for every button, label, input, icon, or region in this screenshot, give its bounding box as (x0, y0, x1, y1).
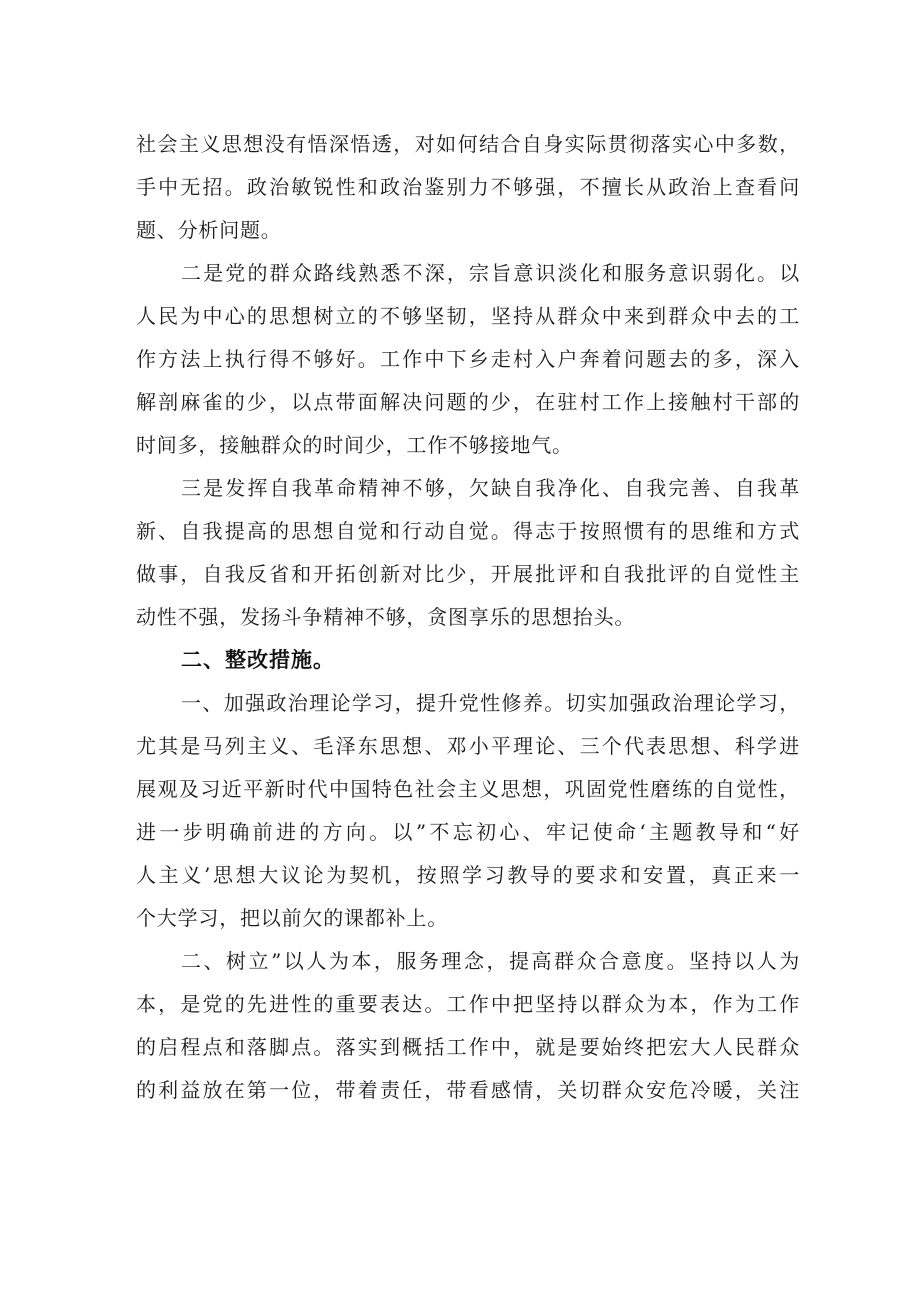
paragraph-line: 做事，自我反省和开拓创新对比少，开展批评和自我批评的自觉性主 (136, 562, 800, 586)
paragraph-line: 手中无招。政治敏锐性和政治鉴别力不够强，不擅长从政治上查看问 (136, 175, 800, 199)
paragraph-line: 个大学习，把以前欠的课都补上。 (136, 906, 448, 930)
paragraph-line: 社会主义思想没有悟深悟透，对如何结合自身实际贯彻落实心中多数， (136, 132, 800, 156)
paragraph-line: 的启程点和落脚点。落实到概括工作中，就是要始终把宏大人民群众 (136, 1035, 800, 1059)
paragraph-line: 解剖麻雀的少，以点带面解决问题的少，在驻村工作上接触村干部的 (136, 390, 800, 414)
paragraph-line: 尤其是马列主义、毛泽东思想、邓小平理论、三个代表思想、科学进 (136, 734, 800, 758)
paragraph-line: 人主义’思想大议论为契机，按照学习教导的要求和安置，真正来一 (136, 863, 800, 887)
paragraph-line: 二、树立”以人为本，服务理念，提高群众合意度。坚持以人为 (181, 949, 800, 973)
paragraph-line: 作方法上执行得不够好。工作中下乡走村入户奔着问题去的多，深入 (136, 347, 800, 371)
paragraph-line: 进一步明确前进的方向。以”不忘初心、牢记使命‘主题教导和“好 (136, 820, 800, 844)
paragraph-line: 三是发挥自我革命精神不够，欠缺自我净化、自我完善、自我革 (181, 476, 800, 500)
section-heading: 二、整改措施。 (181, 648, 335, 672)
document-body (136, 123, 800, 1112)
paragraph-line: 二是党的群众路线熟悉不深，宗旨意识淡化和服务意识弱化。以 (181, 261, 800, 285)
paragraph-line: 一、加强政治理论学习，提升党性修养。切实加强政治理论学习， (181, 691, 800, 715)
paragraph-line: 动性不强，发扬斗争精神不够，贪图享乐的思想抬头。 (136, 605, 636, 629)
paragraph-line: 新、自我提高的思想自觉和行动自觉。得志于按照惯有的思维和方式 (136, 519, 800, 543)
paragraph-line: 的利益放在第一位，带着责任，带看感情，关切群众安危冷暖，关注 (136, 1078, 800, 1102)
paragraph-line: 本，是党的先进性的重要表达。工作中把坚持以群众为本，作为工作 (136, 992, 800, 1016)
paragraph-line: 题、分析问题。 (136, 218, 282, 242)
paragraph-line: 时间多，接触群众的时间少，工作不够接地气。 (136, 433, 573, 457)
paragraph-line: 展观及习近平新时代中国特色社会主义思想，巩固党性磨练的自觉性， (136, 777, 800, 801)
paragraph-line: 人民为中心的思想树立的不够坚韧，坚持从群众中来到群众中去的工 (136, 304, 800, 328)
